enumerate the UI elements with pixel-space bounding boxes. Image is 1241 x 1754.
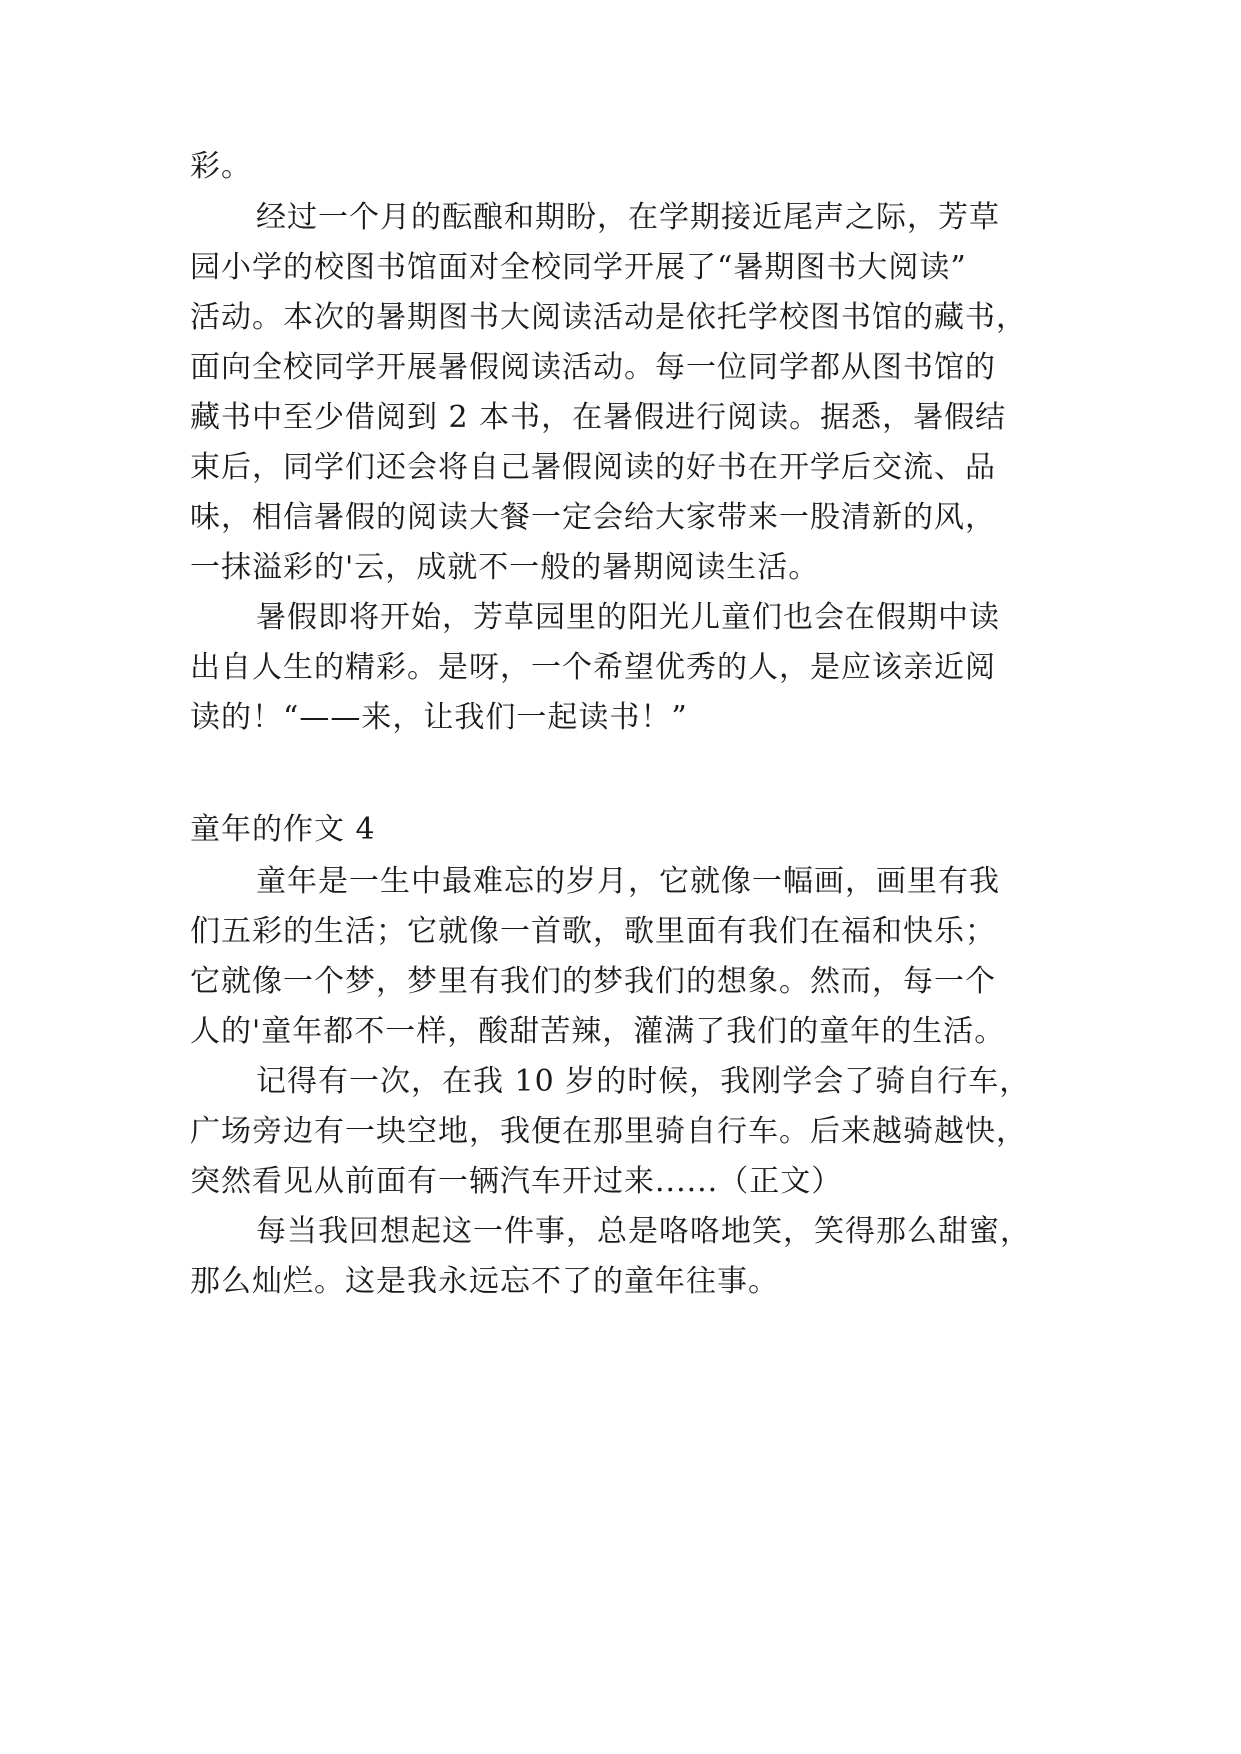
paragraph-line: 童年是一生中最难忘的岁月，它就像一幅画，画里有我 bbox=[256, 864, 1000, 899]
paragraph-line: 读的！“——来，让我们一起读书！” bbox=[190, 700, 688, 735]
paragraph-line: 束后，同学们还会将自己暑假阅读的好书在开学后交流、品 bbox=[190, 450, 996, 485]
paragraph-line: 藏书中至少借阅到 2 本书，在暑假进行阅读。据悉，暑假结 bbox=[190, 400, 1007, 435]
paragraph-line: 人的'童年都不一样，酸甜苦辣，灌满了我们的童年的生活。 bbox=[190, 1014, 1006, 1049]
paragraph-line: 活动。本次的暑期图书大阅读活动是依托学校图书馆的藏书， bbox=[190, 300, 1027, 335]
paragraph-line: 记得有一次，在我 10 岁的时候，我刚学会了骑自行车， bbox=[256, 1064, 1031, 1099]
paragraph-line: 突然看见从前面有一辆汽车开过来......（正文） bbox=[190, 1164, 843, 1199]
paragraph-line: 它就像一个梦，梦里有我们的梦我们的想象。然而，每一个 bbox=[190, 964, 996, 999]
paragraph-line: 一抹溢彩的'云，成就不一般的暑期阅读生活。 bbox=[190, 550, 820, 585]
paragraph-line: 出自人生的精彩。是呀，一个希望优秀的人，是应该亲近阅 bbox=[190, 650, 996, 685]
paragraph-line: 味，相信暑假的阅读大餐一定会给大家带来一股清新的风， bbox=[190, 500, 996, 535]
section-title: 童年的作文 4 bbox=[190, 812, 376, 847]
paragraph-line: 面向全校同学开展暑假阅读活动。每一位同学都从图书馆的 bbox=[190, 350, 996, 385]
paragraph-line: 经过一个月的酝酿和期盼，在学期接近尾声之际，芳草 bbox=[256, 200, 1000, 235]
paragraph-line: 彩。 bbox=[190, 149, 252, 184]
paragraph-line: 广场旁边有一块空地，我便在那里骑自行车。后来越骑越快， bbox=[190, 1114, 1027, 1149]
paragraph-line: 暑假即将开始，芳草园里的阳光儿童们也会在假期中读 bbox=[256, 600, 1000, 635]
paragraph-line: 园小学的校图书馆面对全校同学开展了“暑期图书大阅读” bbox=[190, 250, 967, 285]
paragraph-line: 每当我回想起这一件事，总是咯咯地笑，笑得那么甜蜜， bbox=[256, 1214, 1031, 1249]
paragraph-line: 那么灿烂。这是我永远忘不了的童年往事。 bbox=[190, 1264, 779, 1299]
paragraph-line: 们五彩的生活；它就像一首歌，歌里面有我们在福和快乐； bbox=[190, 914, 996, 949]
